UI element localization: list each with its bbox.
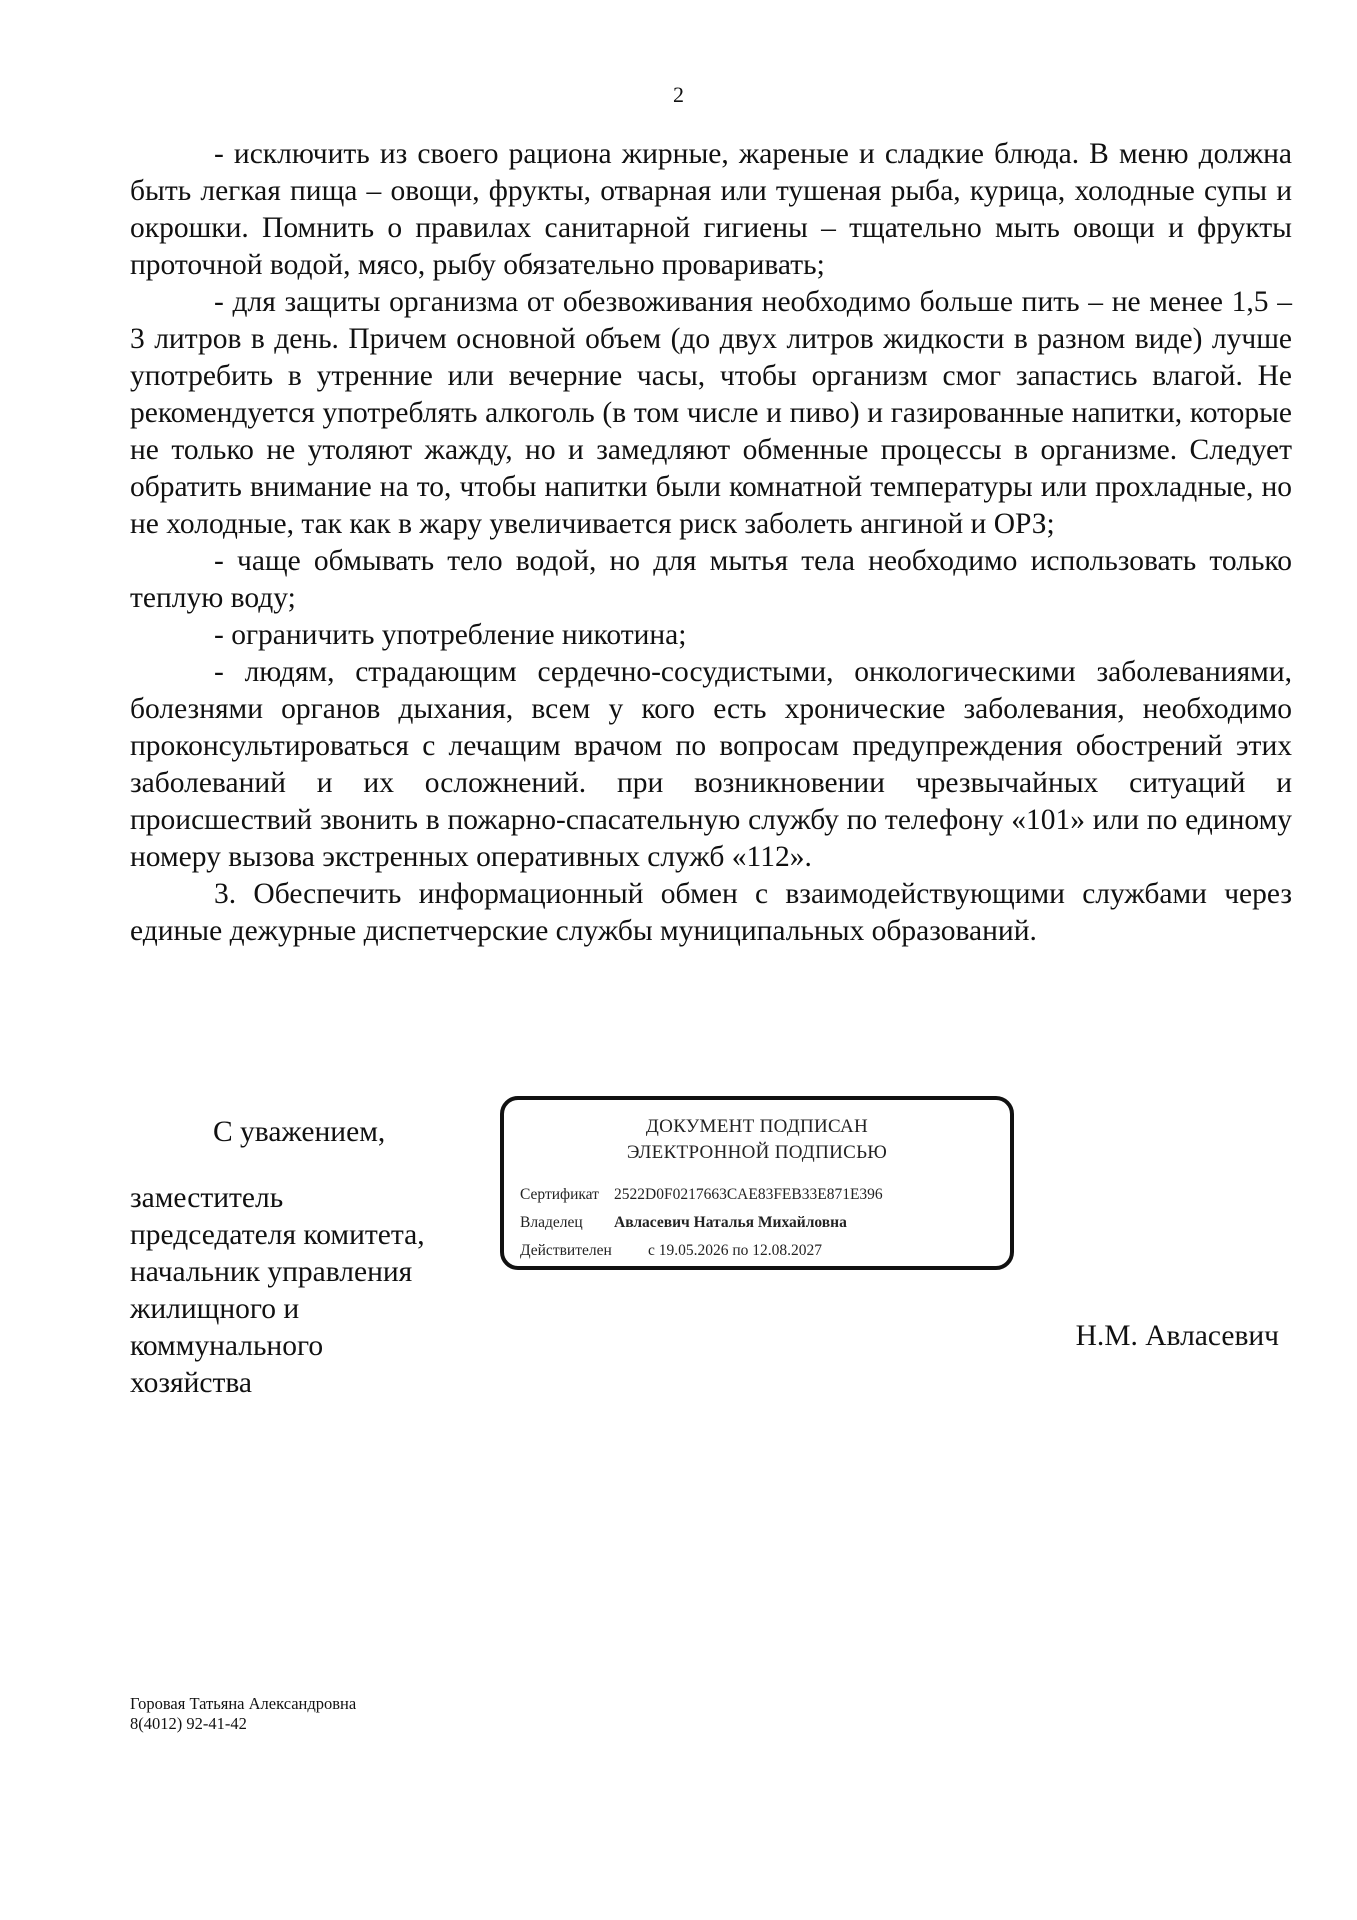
stamp-owner-row (520, 1214, 847, 1232)
executor-name: Горовая Татьяна Александровна (130, 1694, 357, 1713)
paragraph-information-exchange: 3. Обеспечить информационный обмен с взаимодействующими службами через единые дежурные диспетчерские службы муниципальных образований. (130, 878, 1292, 947)
signer-name: Н.М. Авласевич (1075, 1320, 1279, 1352)
page-number: 2 (673, 82, 684, 107)
closing-phrase: С уважением, (213, 1116, 386, 1148)
paragraph-chronic-diseases: - людям, страдающим сердечно-сосудистыми, онкологическими заболеваниями, болезнями органов дыхания, всем у кого есть хронические заболевания, необходимо проконсультироваться с лечащим врачом по вопросам предупреждения обострений этих заболеваний и их осложнений. при возникновении чрезвычайных ситуаций и происшествий звонить в пожарно-спасательную службу по телефону «101» или по единому номеру вызова экстренных оперативных служб «112». (130, 656, 1292, 873)
executor-info (130, 1694, 356, 1734)
position-line: хозяйства (130, 1367, 253, 1399)
stamp-title (504, 1114, 1010, 1166)
stamp-validity-row (520, 1242, 822, 1260)
validity-label: Действителен (520, 1242, 612, 1259)
position-line: жилищного и (130, 1293, 300, 1325)
position-line: председателя комитета, (130, 1219, 425, 1251)
signer-position (130, 1180, 490, 1402)
certificate-value: 2522D0F0217663CAE83FEB33E871E396 (614, 1186, 883, 1203)
paragraph-diet: - исключить из своего рациона жирные, жареные и сладкие блюда. В меню должна быть легкая пища – овощи, фрукты, отварная или тушеная рыба, курица, холодные супы и окрошки. Помнить о правилах санитарной гигиены – тщательно мыть овощи и фрукты проточной водой, мясо, рыбу обязательно проваривать; (130, 138, 1292, 281)
owner-label: Владелец (520, 1214, 583, 1231)
position-line: коммунального (130, 1330, 324, 1362)
letter-body (130, 136, 1292, 950)
position-line: заместитель (130, 1182, 284, 1214)
stamp-title-line: ЭЛЕКТРОННОЙ ПОДПИСЬЮ (626, 1142, 888, 1163)
executor-phone: 8(4012) 92-41-42 (130, 1714, 247, 1733)
certificate-label: Сертификат (520, 1186, 599, 1203)
validity-value: с 19.05.2026 по 12.08.2027 (648, 1242, 823, 1259)
position-line: начальник управления (130, 1256, 413, 1288)
paragraph-nicotine: - ограничить употребление никотина; (214, 619, 687, 651)
stamp-title-line: ДОКУМЕНТ ПОДПИСАН (645, 1116, 869, 1137)
electronic-signature-stamp (500, 1096, 1014, 1270)
stamp-certificate-row (520, 1186, 883, 1204)
paragraph-hydration: - для защиты организма от обезвоживания необходимо больше пить – не менее 1,5 – 3 литров в день. Причем основной объем (до двух литров жидкости в разном виде) лучше употребить в утренние или вечерние часы, чтобы организм смог запастись влагой. Не рекомендуется употреблять алкоголь (в том числе и пиво) и газированные напитки, которые не только не утоляют жажду, но и замедляют обменные процессы в организме. Следует обратить внимание на то, чтобы напитки были комнатной температуры или прохладные, но не холодные, так как в жару увеличивается риск заболеть ангиной и ОРЗ; (130, 286, 1292, 540)
owner-value: Авласевич Наталья Михайловна (614, 1214, 847, 1231)
paragraph-washing: - чаще обмывать тело водой, но для мытья тела необходимо использовать только теплую воду; (130, 545, 1292, 614)
